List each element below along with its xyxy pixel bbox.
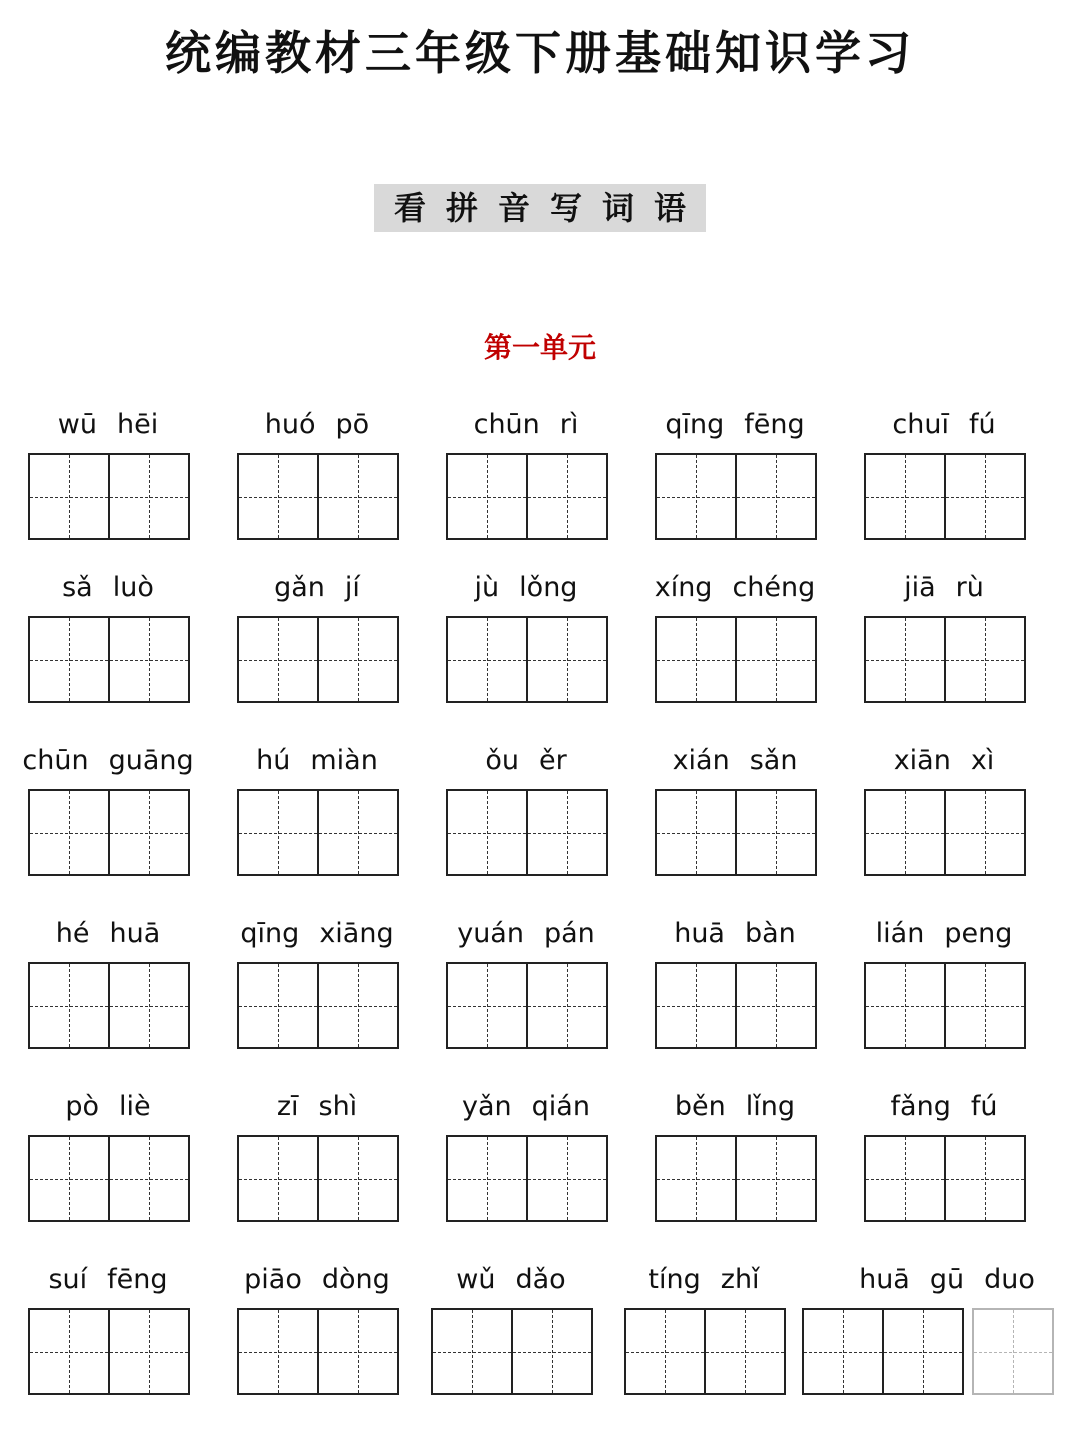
writing-boxes [28,962,190,1049]
tianzige-box[interactable] [946,1135,1026,1222]
pinyin-syllable: wǔ [456,1264,496,1295]
pinyin-label [411,1260,611,1300]
pinyin-syllable: fú [970,1091,998,1122]
tianzige-box[interactable] [528,962,608,1049]
page-title: 统编教材三年级下册基础知识学习 [165,26,915,80]
pinyin-label [8,914,208,954]
pinyin-syllable: sǎ [62,572,93,603]
writing-boxes [446,453,608,540]
pinyin-syllable: yuán [457,918,524,949]
writing-boxes [28,453,190,540]
tianzige-box[interactable] [737,1135,817,1222]
tianzige-box[interactable] [237,453,319,540]
tianzige-box[interactable] [528,789,608,876]
writing-boxes [864,616,1026,703]
writing-boxes [28,616,190,703]
pinyin-syllable: běn [674,1091,726,1122]
tianzige-box[interactable] [972,1308,1054,1395]
section-subtitle: 看拼音写词语 [374,184,706,232]
tianzige-box[interactable] [319,1135,399,1222]
tianzige-box[interactable] [737,789,817,876]
pinyin-label [635,405,835,445]
pinyin-syllable: yǎn [462,1091,512,1122]
pinyin-syllable: hēi [116,409,159,440]
pinyin-label [8,741,208,781]
writing-boxes [655,1135,817,1222]
writing-boxes [446,1135,608,1222]
writing-boxes [431,1308,593,1395]
pinyin-syllable: lián [875,918,925,949]
tianzige-box[interactable] [319,962,399,1049]
pinyin-syllable: luò [112,572,154,603]
tianzige-box[interactable] [319,616,399,703]
tianzige-box[interactable] [110,1308,190,1395]
pinyin-label [426,1087,626,1127]
pinyin-label [817,1260,1077,1300]
pinyin-syllable: tíng [648,1264,701,1295]
tianzige-box[interactable] [737,962,817,1049]
tianzige-box[interactable] [946,616,1026,703]
pinyin-syllable: wū [57,409,97,440]
tianzige-box[interactable] [864,1135,946,1222]
writing-boxes [237,1135,399,1222]
pinyin-syllable: jí [344,572,360,603]
tianzige-box[interactable] [946,453,1026,540]
tianzige-box[interactable] [884,1308,964,1395]
pinyin-syllable: rù [955,572,984,603]
tianzige-box[interactable] [864,453,946,540]
tianzige-box[interactable] [802,1308,884,1395]
pinyin-label [635,1087,835,1127]
pinyin-syllable: duo [984,1264,1035,1295]
pinyin-label [217,405,417,445]
tianzige-box[interactable] [110,1135,190,1222]
writing-boxes [28,789,190,876]
tianzige-box[interactable] [946,789,1026,876]
tianzige-box[interactable] [110,789,190,876]
pinyin-syllable: xì [970,745,995,776]
tianzige-box[interactable] [237,962,319,1049]
pinyin-syllable: pán [543,918,595,949]
pinyin-label [844,568,1044,608]
writing-boxes [864,453,1026,540]
pinyin-syllable: qīng [665,409,725,440]
pinyin-syllable: hú [256,745,291,776]
pinyin-syllable: fǎng [890,1091,951,1122]
tianzige-box[interactable] [655,789,737,876]
writing-boxes [28,1135,190,1222]
subtitle-container [0,184,1080,232]
pinyin-syllable: ěr [538,745,567,776]
tianzige-box[interactable] [28,616,110,703]
writing-boxes [655,453,817,540]
pinyin-syllable: xíng [654,572,713,603]
writing-boxes [28,1308,190,1395]
tianzige-box[interactable] [528,453,608,540]
pinyin-syllable: xiān [893,745,951,776]
writing-boxes [446,962,608,1049]
tianzige-box[interactable] [319,453,399,540]
pinyin-syllable: chūn [22,745,89,776]
pinyin-label [8,1087,208,1127]
tianzige-box[interactable] [28,1308,110,1395]
pinyin-syllable: lǒng [519,572,578,603]
pinyin-syllable: huā [109,918,161,949]
pinyin-syllable: gū [929,1264,965,1295]
pinyin-label [426,914,626,954]
pinyin-label [844,405,1044,445]
unit-heading: 第一单元 [483,331,596,364]
tianzige-box[interactable] [737,453,817,540]
tianzige-box[interactable] [110,616,190,703]
pinyin-label [426,405,626,445]
pinyin-label [8,1260,208,1300]
tianzige-box[interactable] [655,1135,737,1222]
pinyin-label [217,741,417,781]
pinyin-syllable: gǎn [274,572,325,603]
tianzige-box[interactable] [655,962,737,1049]
tianzige-box[interactable] [446,962,528,1049]
pinyin-syllable: liè [119,1091,151,1122]
pinyin-syllable: huā [859,1264,910,1295]
pinyin-label [844,741,1044,781]
writing-boxes [237,453,399,540]
pinyin-syllable: pō [335,409,370,440]
pinyin-syllable: shì [318,1091,358,1122]
tianzige-box[interactable] [28,962,110,1049]
pinyin-syllable: sǎn [749,745,798,776]
writing-boxes [655,616,817,703]
pinyin-label [635,741,835,781]
tianzige-box[interactable] [528,616,608,703]
writing-boxes [624,1308,786,1395]
writing-boxes [237,616,399,703]
tianzige-box[interactable] [446,1135,528,1222]
pinyin-syllable: xiāng [319,918,394,949]
pinyin-syllable: qīng [240,918,300,949]
tianzige-box[interactable] [624,1308,706,1395]
tianzige-box[interactable] [946,962,1026,1049]
pinyin-syllable: suí [48,1264,88,1295]
pinyin-label [844,1087,1044,1127]
pinyin-label [426,741,626,781]
tianzige-box[interactable] [110,453,190,540]
pinyin-label [426,568,626,608]
pinyin-label [217,568,417,608]
pinyin-syllable: fēng [107,1264,168,1295]
tianzige-box[interactable] [513,1308,593,1395]
pinyin-syllable: chéng [732,572,816,603]
tianzige-box[interactable] [28,453,110,540]
pinyin-syllable: chuī [892,409,949,440]
tianzige-box[interactable] [319,789,399,876]
writing-boxes [655,962,817,1049]
tianzige-box[interactable] [864,616,946,703]
writing-boxes [864,789,1026,876]
pinyin-syllable: dǎo [515,1264,566,1295]
tianzige-box[interactable] [655,616,737,703]
pinyin-syllable: bàn [744,918,796,949]
tianzige-box[interactable] [237,616,319,703]
pinyin-label [8,405,208,445]
tianzige-box[interactable] [237,1135,319,1222]
pinyin-syllable: fú [968,409,996,440]
writing-boxes [864,1135,1026,1222]
pinyin-syllable: jiā [904,572,936,603]
pinyin-label [217,914,417,954]
writing-boxes [237,1308,399,1395]
pinyin-syllable: zhǐ [720,1264,760,1295]
tianzige-box[interactable] [528,1135,608,1222]
tianzige-box[interactable] [446,453,528,540]
pinyin-syllable: hé [55,918,90,949]
pinyin-label [8,568,208,608]
pinyin-syllable: zī [276,1091,299,1122]
pinyin-syllable: huā [674,918,725,949]
pinyin-syllable: lǐng [745,1091,796,1122]
tianzige-box[interactable] [864,962,946,1049]
tianzige-box[interactable] [110,962,190,1049]
pinyin-syllable: huó [264,409,316,440]
pinyin-syllable: jù [474,572,500,603]
pinyin-label [217,1087,417,1127]
pinyin-syllable: guāng [108,745,194,776]
pinyin-syllable: xián [672,745,730,776]
writing-boxes [802,1308,1054,1395]
writing-boxes [237,962,399,1049]
pinyin-syllable: qián [531,1091,590,1122]
pinyin-label [635,568,835,608]
pinyin-label [844,914,1044,954]
tianzige-box[interactable] [446,616,528,703]
pinyin-label [635,914,835,954]
writing-boxes [446,789,608,876]
pinyin-syllable: fēng [744,409,805,440]
pinyin-syllable: rì [559,409,579,440]
tianzige-box[interactable] [737,616,817,703]
pinyin-label [217,1260,417,1300]
tianzige-box[interactable] [28,1135,110,1222]
tianzige-box[interactable] [431,1308,513,1395]
pinyin-syllable: piāo [244,1264,302,1295]
pinyin-syllable: chūn [473,409,540,440]
pinyin-syllable: peng [944,918,1013,949]
tianzige-box[interactable] [237,1308,319,1395]
tianzige-box[interactable] [28,789,110,876]
pinyin-label [604,1260,804,1300]
tianzige-box[interactable] [446,789,528,876]
tianzige-box[interactable] [706,1308,786,1395]
writing-boxes [655,789,817,876]
writing-boxes [864,962,1026,1049]
pinyin-syllable: miàn [310,745,378,776]
tianzige-box[interactable] [655,453,737,540]
pinyin-syllable: pò [65,1091,100,1122]
pinyin-syllable: ǒu [485,745,519,776]
writing-boxes [237,789,399,876]
tianzige-box[interactable] [237,789,319,876]
tianzige-box[interactable] [864,789,946,876]
tianzige-box[interactable] [319,1308,399,1395]
pinyin-syllable: dòng [321,1264,390,1295]
writing-boxes [446,616,608,703]
